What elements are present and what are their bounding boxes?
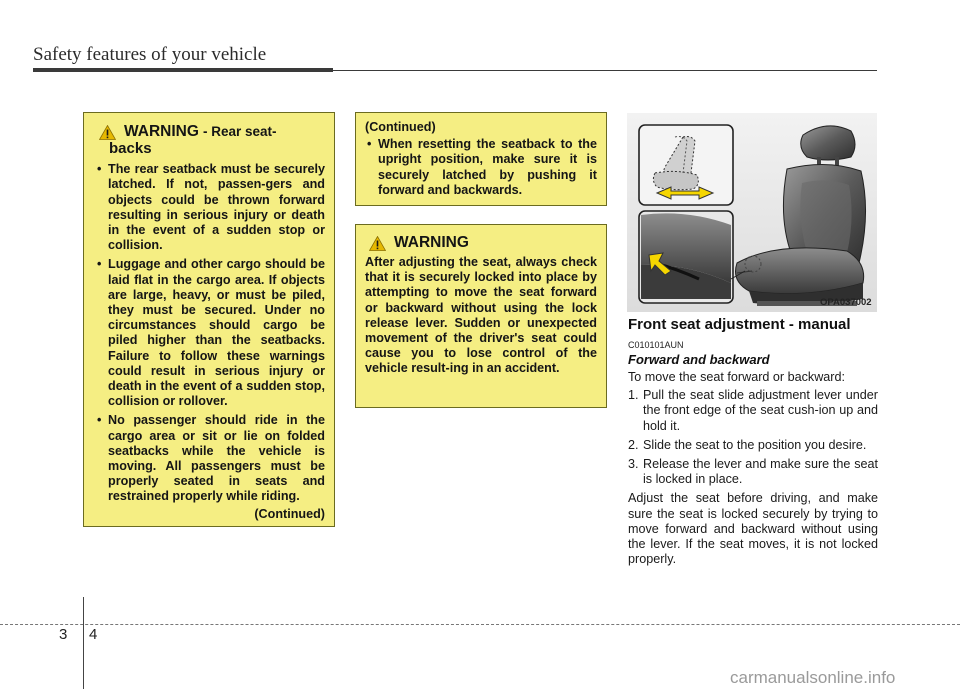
step-text: Slide the seat to the position you desire. [643,437,867,452]
illustration-code: OPA037002 [820,297,872,308]
header-rule-thin [333,70,877,71]
section-intro: To move the seat forward or backward: [628,370,845,384]
step-number: 2. [628,437,639,452]
chapter-number: 3 [59,626,68,643]
continued-bullet: • When resetting the seatback to the upright position, make sure it is securely latched by pushing it forward and backwards. [365,137,597,198]
warning-bullet: • The rear seatback must be securely latched. If not, passen-gers and objects could be thrown forward resulting in serious injury or death in the event of a sudden stop or collision. [95,162,325,253]
seat-illustration [627,113,877,312]
step-item [628,388,878,434]
warning-bullet: • No passenger should ride in the cargo area or sit or lie on folded seatbacks while the vehicle is moving. All passengers must be properly seated in seats and restrained properly while riding. [95,413,325,504]
warning-panel-rear-seatbacks [83,112,335,527]
seat-drawing [627,113,877,312]
warning-triangle-icon [99,125,116,140]
section-closing: Adjust the seat before driving, and make sure the seat is locked securely by trying to move forward and backward without using the lever. If the seat moves, it is not locked properly. [628,491,878,567]
watermark: carmanualsonline.info [730,668,896,687]
section-code: C010101AUN [628,340,684,350]
step-item [628,457,878,487]
section-body [628,370,878,567]
warning-title: WARNING [124,123,199,140]
warning-heading [99,123,325,141]
warning-title: WARNING [394,234,469,251]
continued-label: (Continued) [254,506,325,521]
sub-heading: Forward and backward [628,352,770,367]
warning-subtitle-cont: backs [109,140,152,157]
footer-vertical-rule [83,597,84,689]
footer-dashed-rule [0,624,960,625]
warning-bullet-list [95,162,325,504]
warning-triangle-icon [369,236,386,251]
warning-heading [369,234,597,251]
step-number: 1. [628,388,639,403]
step-text: Release the lever and make sure the seat is locked in place. [643,457,878,487]
step-number: 3. [628,457,639,472]
warning-subtitle: - Rear seat- [202,124,277,139]
step-item [628,438,878,453]
continued-bullet-list [365,137,597,198]
steps-list [628,388,878,487]
warning-panel-seat-lock [355,224,607,408]
section-title: Front seat adjustment - manual [628,316,851,333]
warning-text: After adjusting the seat, always check that it is securely locked into place by attempting to move the seat forward or backward without using the lock release lever. Sudden or unexpected movement of the driver's seat could cause you to lose control of the vehicle result-ing in an accident. [365,255,597,376]
warning-bullet: • Luggage and other cargo should be laid flat in the cargo area. If objects are large, heavy, or must be piled, they must be secured. Under no circumstances should cargo be piled higher than the seatbacks. Failure to follow these warnings could result in serious injury or death in the event of a sudden stop, collision or rollover. [95,257,325,409]
step-text: Pull the seat slide adjustment lever under the front edge of the seat cush-ion up and hold it. [643,388,878,433]
header-rule-thick [33,68,333,72]
page-number: 4 [89,626,98,643]
continued-panel-label: (Continued) [365,120,436,134]
page-header-title: Safety features of your vehicle [33,44,267,65]
continued-panel [355,112,607,206]
